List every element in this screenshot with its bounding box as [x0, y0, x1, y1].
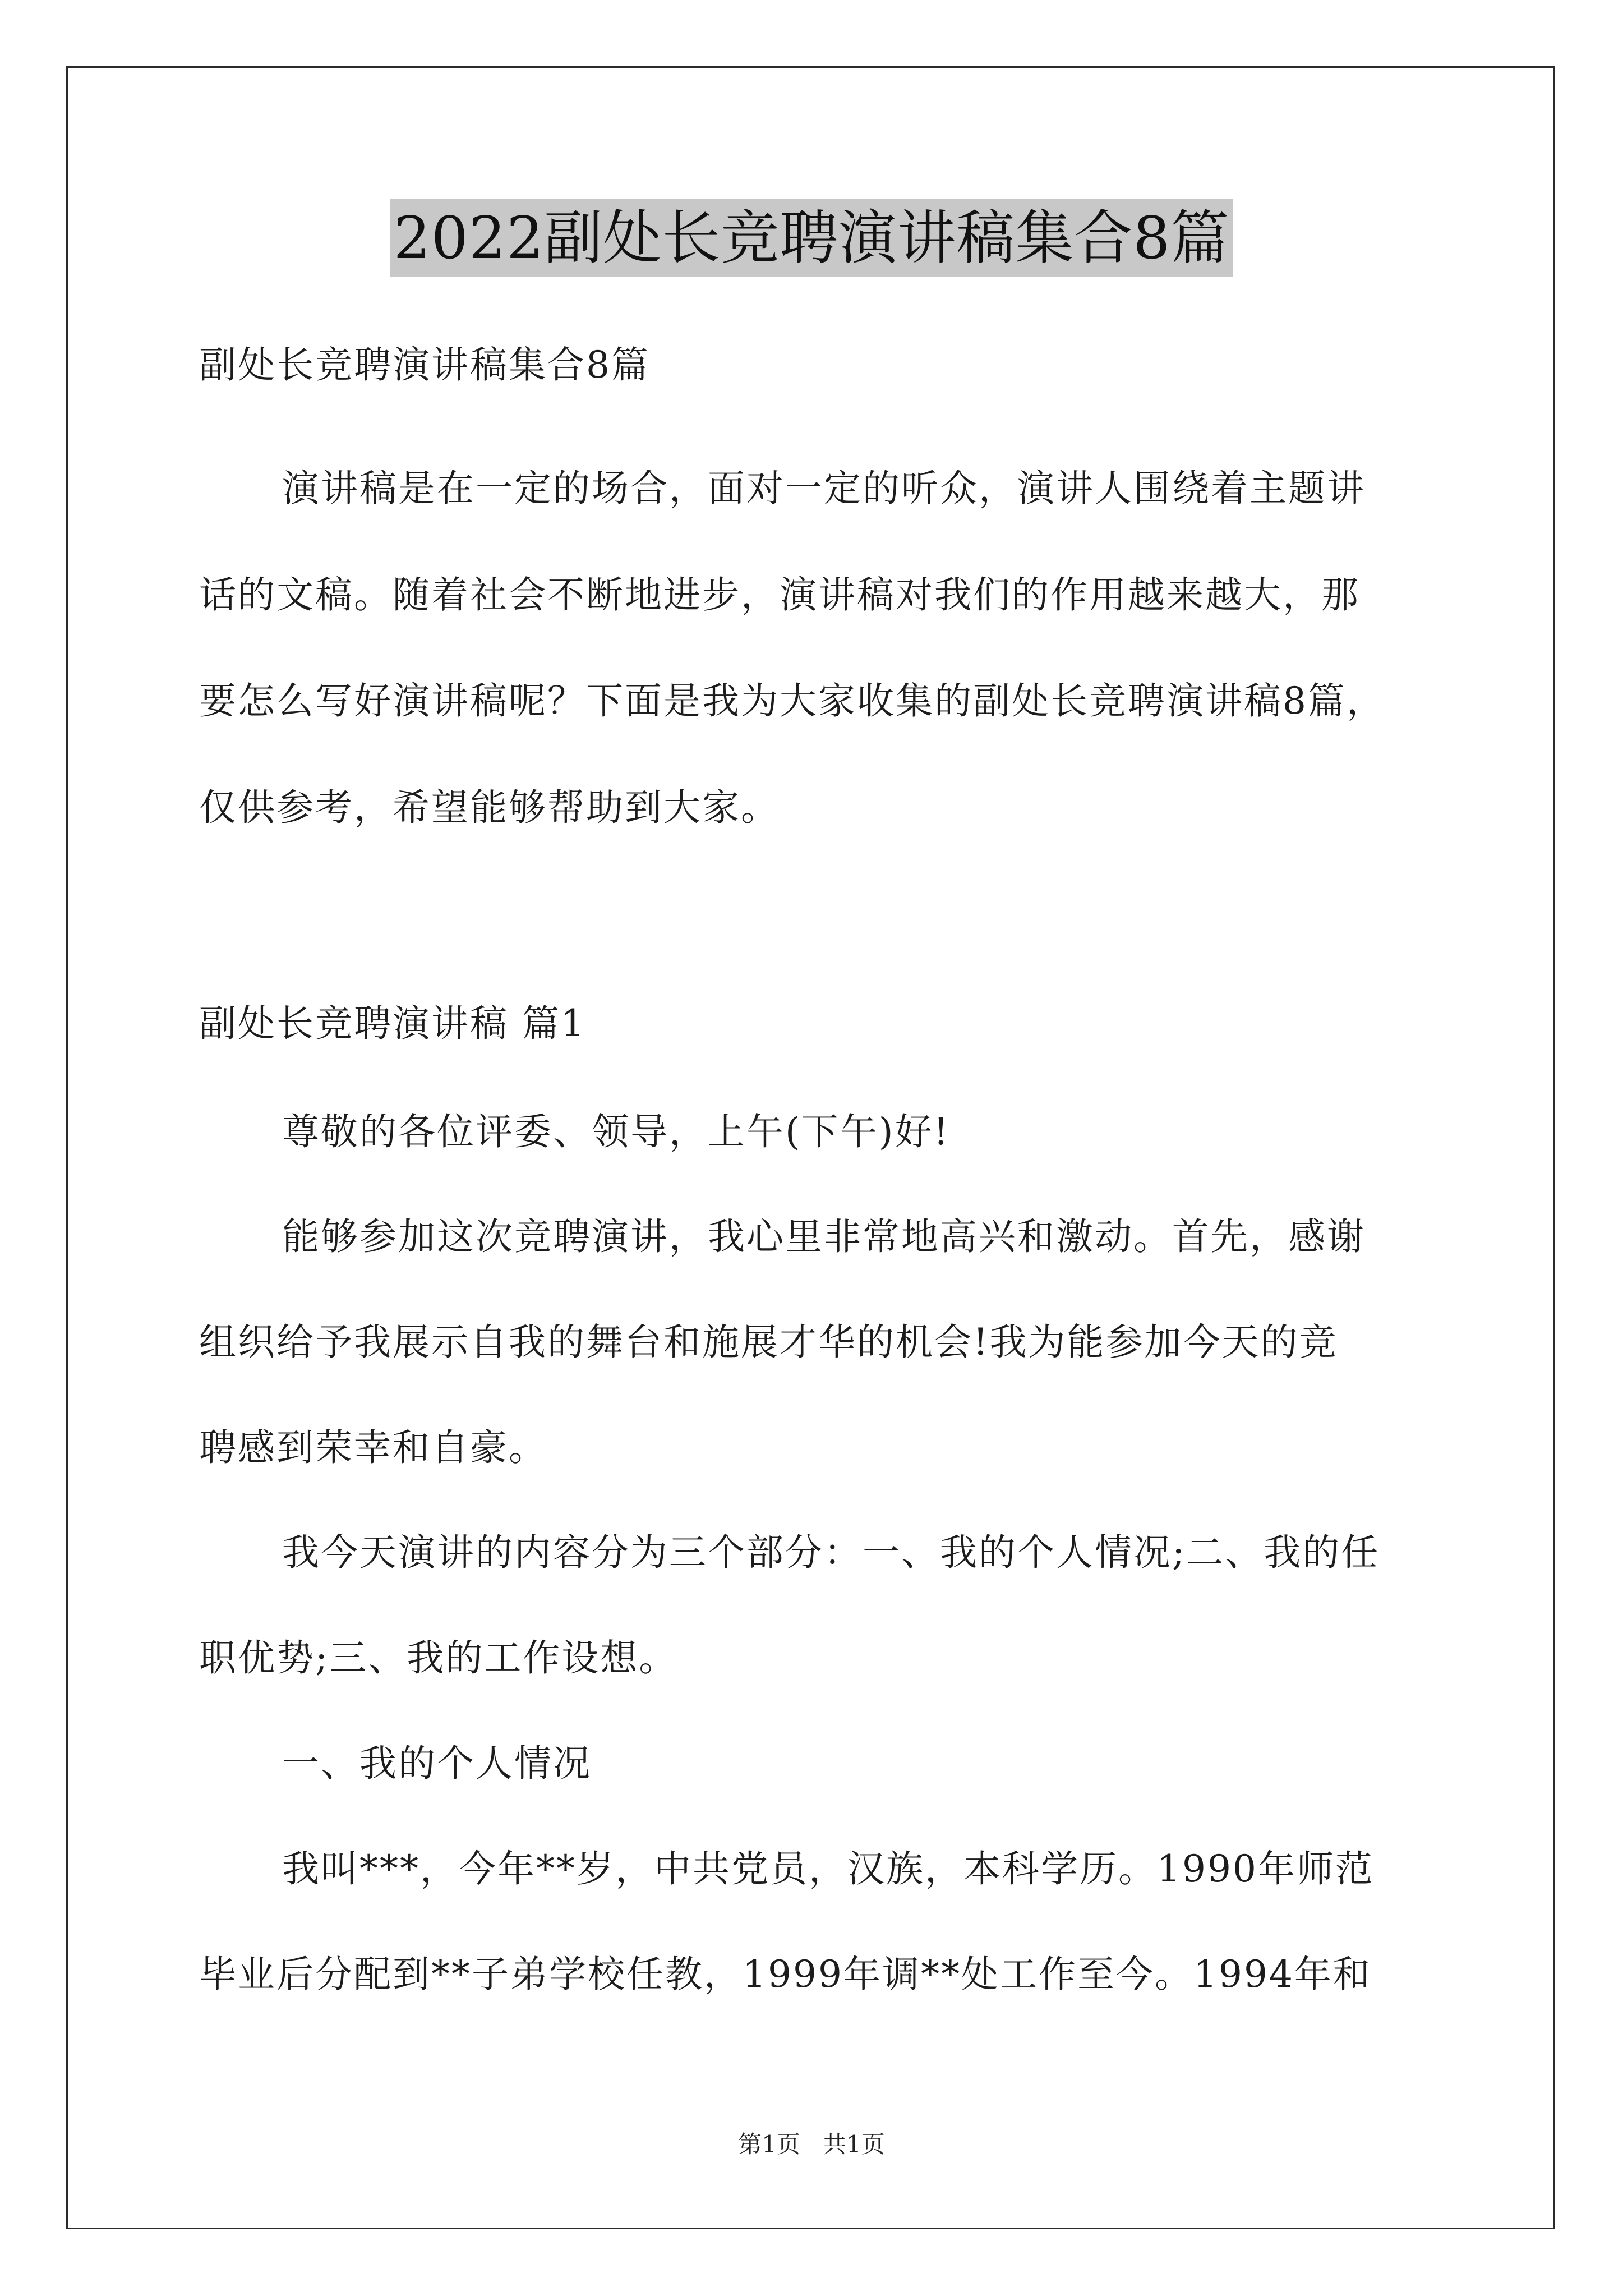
intro-line: 仅供参考，希望能够帮助到大家。: [199, 786, 780, 829]
paragraph-line: 聘感到荣幸和自豪。: [199, 1426, 547, 1469]
intro-line: 演讲稿是在一定的场合，面对一定的听众，演讲人围绕着主题讲: [282, 467, 1366, 510]
paragraph-line: 我今天演讲的内容分为三个部分：一、我的个人情况;二、我的任: [282, 1531, 1380, 1574]
section-heading: 副处长竞聘演讲稿 篇1: [199, 1002, 586, 1045]
intro-line: 要怎么写好演讲稿呢？下面是我为大家收集的副处长竞聘演讲稿8篇，: [199, 679, 1385, 723]
paragraph-line: 尊敬的各位评委、领导，上午(下午)好!: [282, 1110, 951, 1153]
paragraph-line: 我叫***，今年**岁，中共党员，汉族，本科学历。1990年师范: [282, 1847, 1374, 1890]
intro-line: 话的文稿。随着社会不断地进步，演讲稿对我们的作用越来越大，那: [199, 573, 1360, 616]
document-title: 2022副处长竞聘演讲稿集合8篇: [390, 199, 1233, 277]
paragraph-line: 一、我的个人情况: [282, 1742, 592, 1785]
paragraph-line: 能够参加这次竞聘演讲，我心里非常地高兴和激动。首先，感谢: [282, 1215, 1366, 1258]
paragraph-line: 毕业后分配到**子弟学校任教，1999年调**处工作至今。1994年和: [199, 1953, 1372, 1996]
paragraph-line: 组织给予我展示自我的舞台和施展才华的机会!我为能参加今天的竞: [199, 1320, 1338, 1364]
paragraph-line: 职优势;三、我的工作设想。: [199, 1636, 678, 1680]
page-footer: 第1页 共1页: [738, 2131, 885, 2158]
title-container: [0, 199, 1623, 277]
document-subtitle: 副处长竞聘演讲稿集合8篇: [199, 343, 650, 386]
